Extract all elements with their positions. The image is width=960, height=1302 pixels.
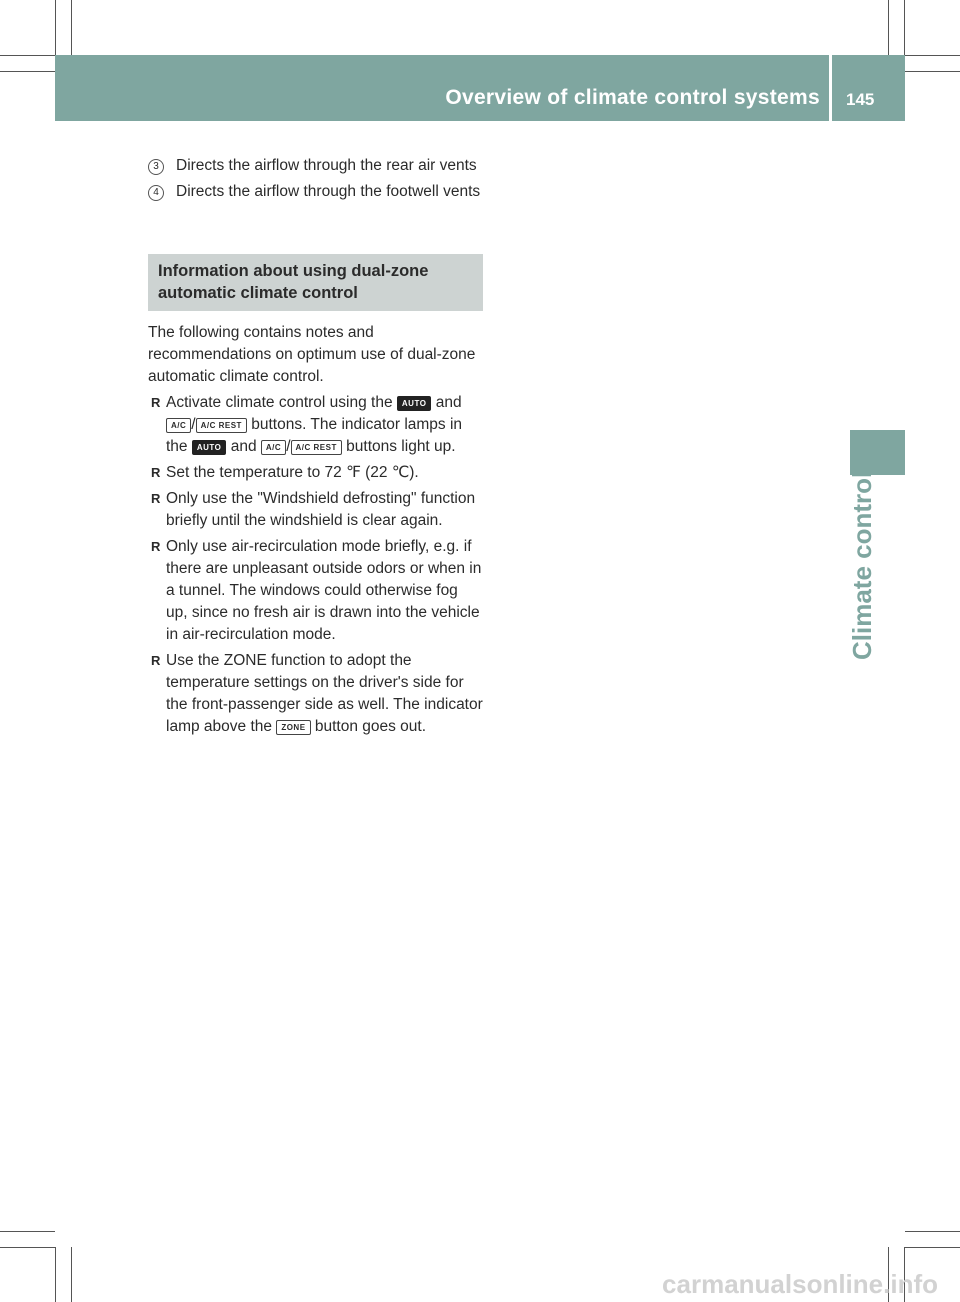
crop-mark: [905, 55, 960, 56]
callout-item: [148, 181, 483, 203]
crop-mark: [905, 1247, 960, 1248]
bullet-item: R Only use air-recirculation mode briefly, e.g. if there are unpleasant outside odors or when in a tunnel. The windows could otherwise fog up, since no fresh air is drawn into the vehicle in air-recirculation mode.: [148, 536, 483, 646]
callout-marker: 4: [148, 185, 164, 201]
chapter-label: Climate control: [847, 470, 877, 660]
crop-mark: [0, 1231, 55, 1232]
chapter-tab: [850, 430, 905, 475]
bullet-text: button goes out.: [314, 718, 427, 735]
page-number: 145: [846, 90, 875, 109]
crop-mark: [905, 1231, 960, 1232]
ac-rest-button-icon: A/C REST: [196, 418, 247, 433]
bullet-item: [148, 650, 483, 738]
bullet-text: /: [286, 438, 291, 455]
crop-mark: [888, 0, 889, 55]
crop-mark: [904, 0, 905, 55]
auto-button-icon: AUTO: [397, 396, 432, 411]
page-content: [148, 155, 483, 742]
crop-mark: [71, 1247, 72, 1302]
section-heading: Information about using dual-zone automatic climate control: [148, 254, 483, 311]
bullet-text: and: [435, 394, 462, 411]
crop-mark: [0, 55, 55, 56]
callout-item: [148, 155, 483, 177]
zone-button-icon: ZONE: [276, 720, 310, 735]
ac-button-icon: A/C: [261, 440, 286, 455]
bullet-text: /: [191, 416, 196, 433]
bullet-text: and: [230, 438, 257, 455]
watermark-text: carmanualsonline.info: [662, 1269, 938, 1299]
crop-mark: [905, 71, 960, 72]
bullet-text: Activate climate control using the: [166, 394, 393, 411]
page-header-title: Overview of climate control systems: [445, 86, 820, 109]
crop-mark: [55, 0, 56, 55]
callout-marker: 3: [148, 159, 164, 175]
bullet-item: [148, 392, 483, 458]
ac-rest-button-icon: A/C REST: [291, 440, 342, 455]
ac-button-icon: A/C: [166, 418, 191, 433]
bullet-list: [148, 392, 483, 738]
bullet-item: R Set the temperature to 72 ℉ (22 ℃).: [148, 462, 483, 484]
bullet-text: buttons light up.: [346, 438, 456, 455]
callout-text: Directs the airflow through the footwell vents: [176, 183, 481, 200]
bullet-text: buttons. The indicator lamps in the: [166, 416, 463, 455]
bullet-text: Use the ZONE function to adopt the temperature settings on the driver's side for the front-passenger side as well. The indicator lamp above the: [166, 652, 483, 735]
bullet-item: R Only use the "Windshield defrosting" function briefly until the windshield is clear again.: [148, 488, 483, 532]
auto-button-icon: AUTO: [192, 440, 227, 455]
crop-mark: [55, 1247, 56, 1302]
callout-text: Directs the airflow through the rear air vents: [176, 157, 477, 174]
section-intro: The following contains notes and recommendations on optimum use of dual-zone automatic climate control.: [148, 324, 476, 385]
crop-mark: [0, 71, 55, 72]
header-divider: [829, 55, 832, 121]
crop-mark: [0, 1247, 55, 1248]
crop-mark: [71, 0, 72, 55]
